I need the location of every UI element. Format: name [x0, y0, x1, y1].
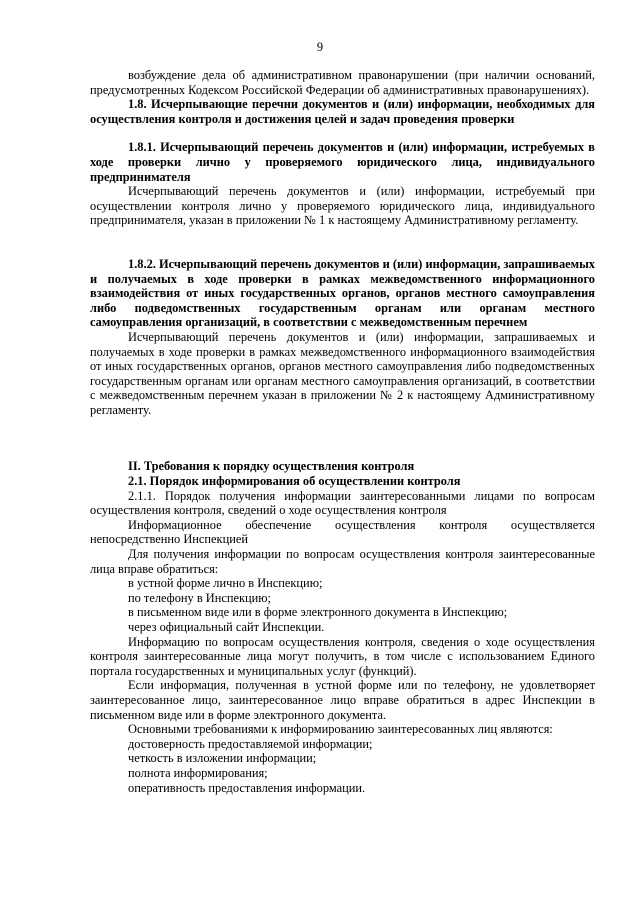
paragraph-2-1-1: 2.1.1. Порядок получения информации заинтересованными лицами по вопросам осуществления контроля, сведений о ходе осуществления контроля: [90, 488, 595, 518]
paragraph-info-provision: Информационное обеспечение осуществления контроля осуществляется непосредственно Инспекцией: [90, 517, 595, 547]
list-item-contact-way: по телефону в Инспекцию;: [128, 590, 271, 605]
heading-2-1: 2.1. Порядок информирования об осуществлении контроля: [128, 474, 461, 489]
list-item-requirement: полнота информирования;: [128, 765, 268, 780]
page-number: 9: [316, 40, 324, 54]
list-item-contact-way: в устной форме лично в Инспекцию;: [128, 576, 323, 591]
heading-1-8-2: 1.8.2. Исчерпывающий перечень документов и (или) информации, запрашиваемых и получаемых в ходе проверки в рамках межведомственного информационного взаимодействия от иных государственных органов, органов местного самоуправления либо подведомственных государственным органам или органам местного самоуправления организаций, в соответствии с межведомственным перечнем: [90, 256, 595, 330]
list-item-requirement: достоверность предоставляемой информации;: [128, 736, 373, 751]
paragraph-1-8-2: Исчерпывающий перечень документов и (или) информации, запрашиваемых и получаемых в ходе проверки в рамках межведомственного информационного взаимодействия от иных государственных органов, органов местного самоуправления либо подведомственных государственным органам или органам местного самоуправления организаций, в соответствии с межведомственным перечнем указан в приложении № 2 к настоящему Административному регламенту.: [90, 329, 595, 417]
list-item-contact-way: через официальный сайт Инспекции.: [128, 620, 325, 634]
paragraph-epgu: Информацию по вопросам осуществления контроля, сведения о ходе осуществления контроля заинтересованные лица могут получить, в том числе с использованием Единого портала государственных и муниципальных услуг (функций).: [90, 634, 595, 678]
heading-1-8: 1.8. Исчерпывающие перечни документов и (или) информации, необходимых для осуществления контроля и достижения целей и задач проведения проверки: [90, 97, 595, 126]
list-item-requirement: оперативность предоставления информации.: [128, 780, 366, 795]
heading-1-8-1: 1.8.1. Исчерпывающий перечень документов и (или) информации, истребуемых в ходе проверки лично у проверяемого юридического лица, индивидуального предпринимателя: [90, 140, 595, 184]
paragraph-contact-ways-intro: Для получения информации по вопросам осуществления контроля заинтересованные лица вправе обратиться:: [90, 547, 595, 576]
paragraph-unsatisfied: Если информация, полученная в устной форме или по телефону, не удовлетворяет заинтересованное лицо, заинтересованное лицо вправе обратиться в адрес Инспекции в письменном виде или в форме электронного документа.: [90, 678, 595, 722]
paragraph-requirements-intro: Основными требованиями к информированию заинтересованных лиц являются:: [128, 722, 553, 737]
list-item-requirement: четкость в изложении информации;: [128, 751, 317, 766]
paragraph-continuation: возбуждение дела об административном правонарушении (при наличии оснований, предусмотренных Кодексом Российской Федерации об административных правонарушениях).: [90, 68, 595, 97]
list-item-contact-way: в письменном виде или в форме электронного документа в Инспекцию;: [128, 605, 508, 620]
heading-section-2: II. Требования к порядку осуществления контроля: [128, 459, 415, 474]
document-body: [90, 68, 595, 795]
paragraph-1-8-1: Исчерпывающий перечень документов и (или) информации, истребуемый при осуществлении контроля лично у проверяемого юридического лица, индивидуального предпринимателя, указан в приложении № 1 к настоящему Административному регламенту.: [90, 184, 595, 228]
